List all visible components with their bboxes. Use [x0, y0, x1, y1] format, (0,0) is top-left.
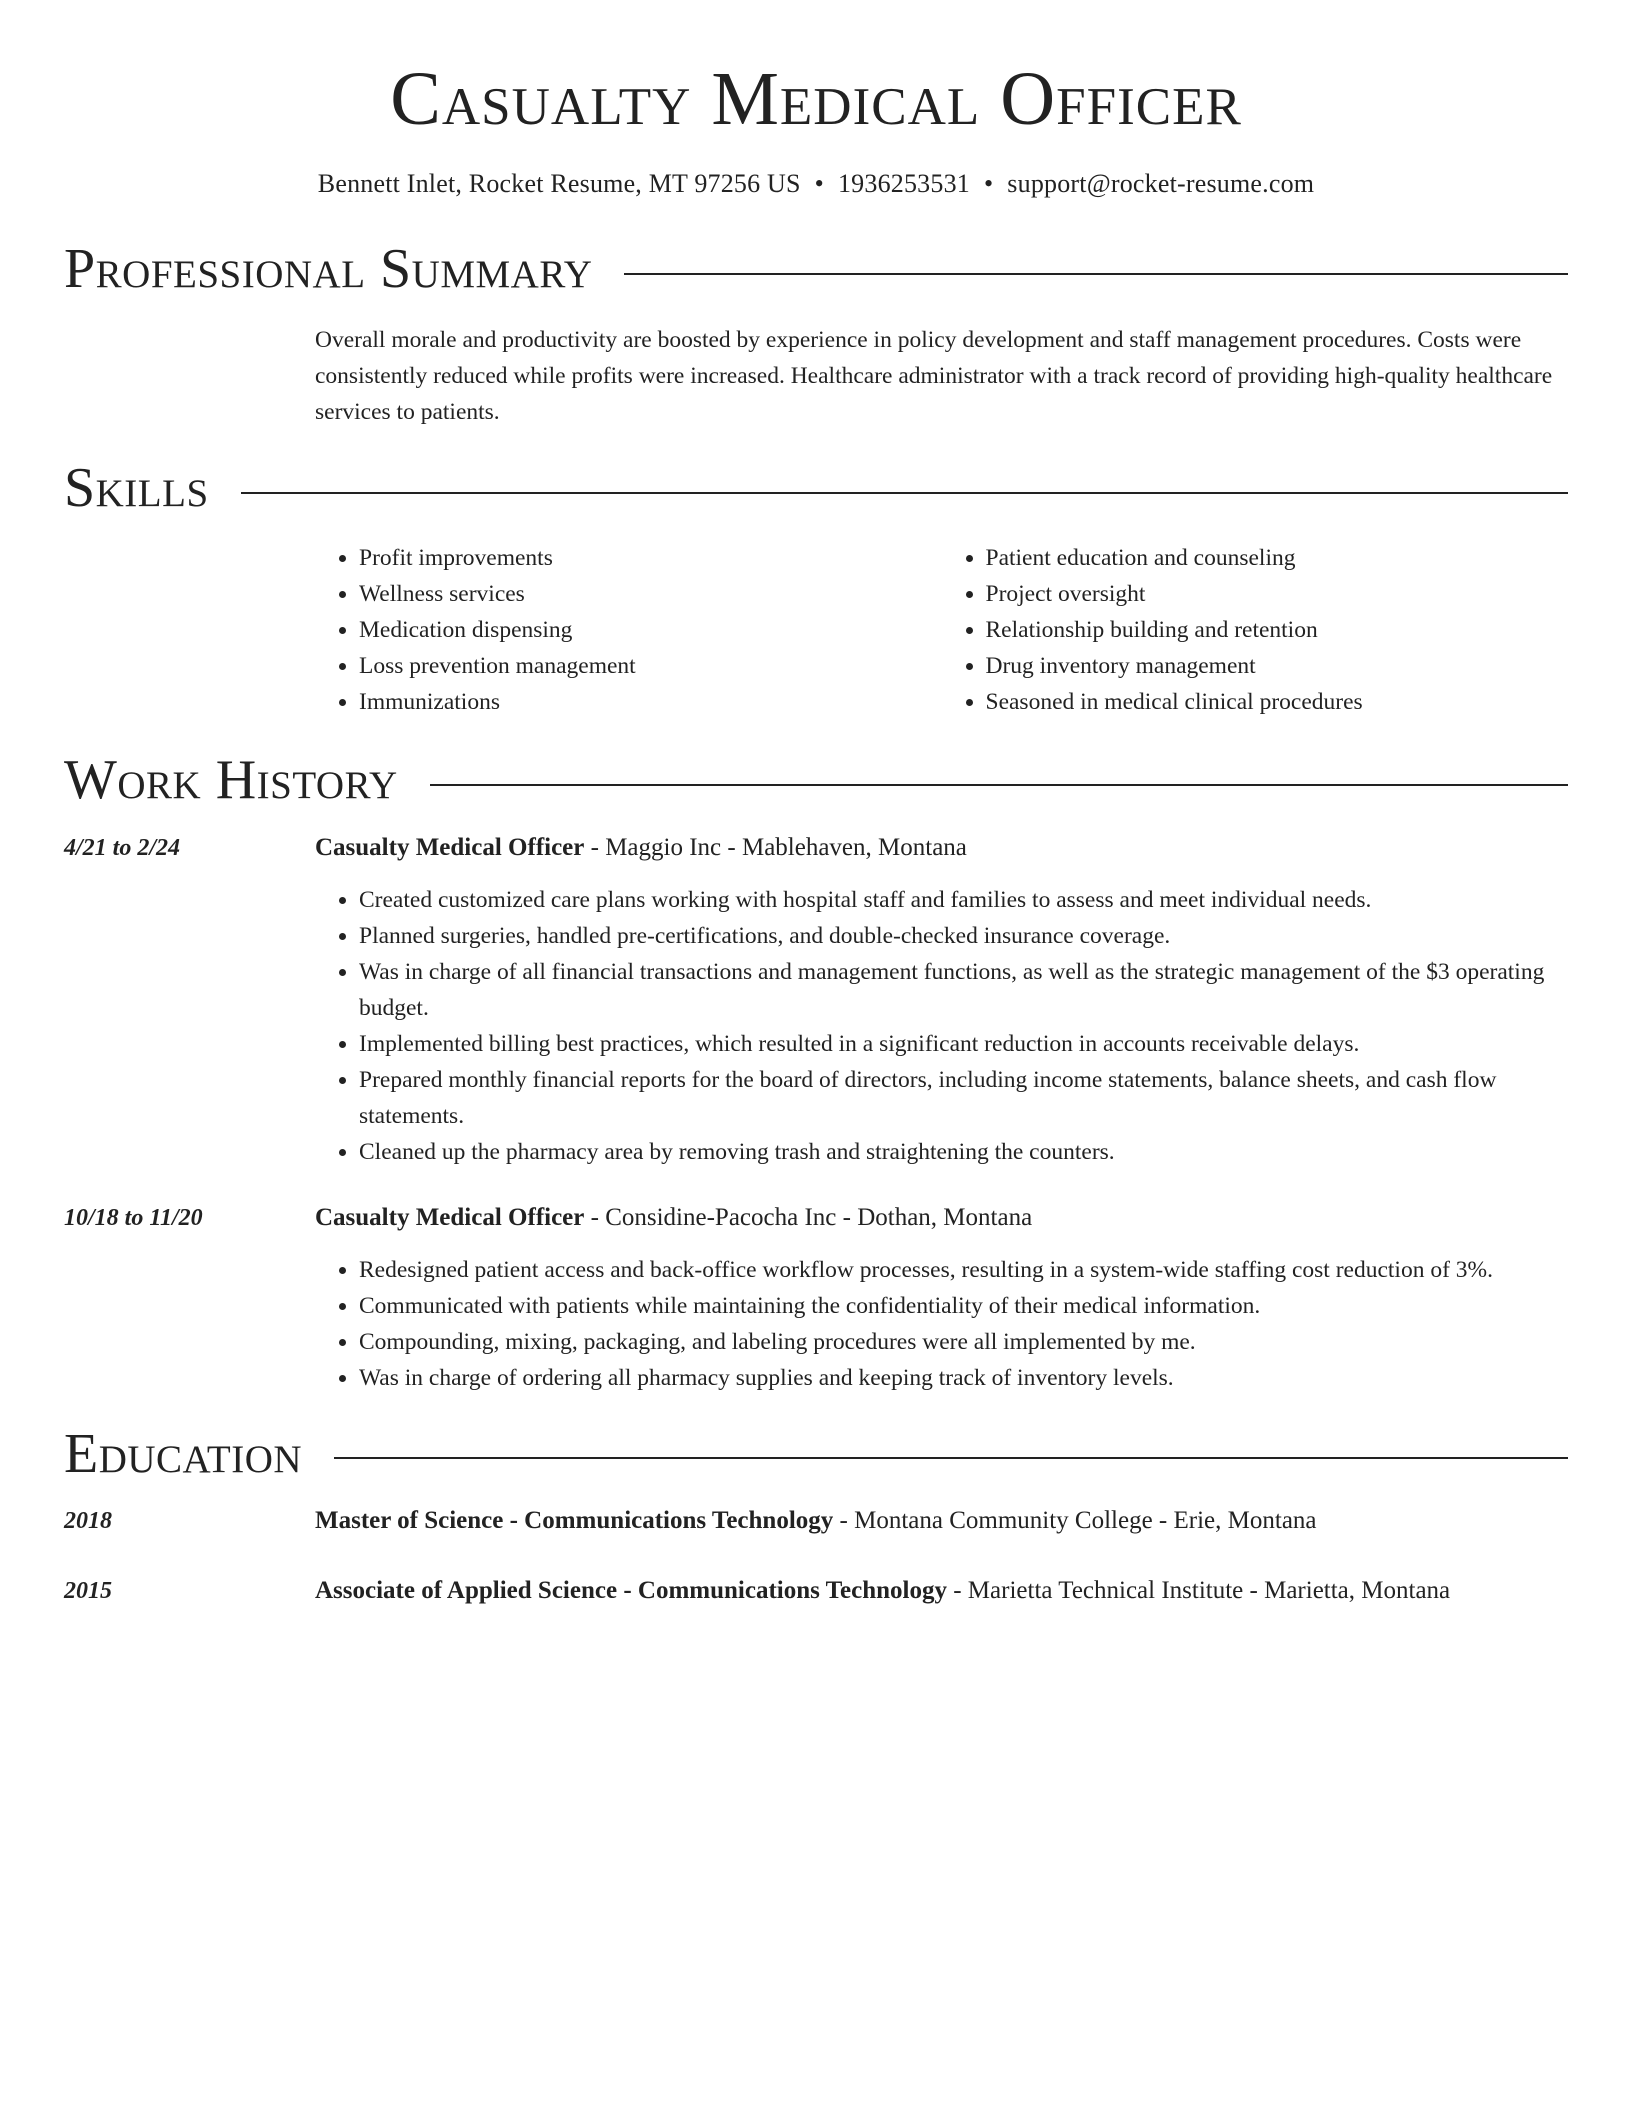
skill-item: • Wellness services: [359, 576, 942, 612]
job-entry: [64, 830, 1568, 1170]
section-divider: [624, 273, 1568, 275]
skills-list: [315, 540, 1568, 720]
job-employer: - Maggio Inc - Mablehaven, Montana: [584, 833, 967, 861]
job-bullet: • Was in charge of ordering all pharmacy supplies and keeping track of inventory levels.: [359, 1360, 1568, 1396]
education-year: 2015: [64, 1578, 112, 1605]
job-header: [315, 1200, 1568, 1236]
contact-email: support@rocket-resume.com: [1007, 168, 1315, 198]
job-bullet: • Cleaned up the pharmacy area by removing trash and straightening the counters.: [359, 1134, 1568, 1170]
job-dates: 10/18 to 11/20: [64, 1204, 203, 1231]
skill-item: • Drug inventory management: [986, 648, 1569, 684]
job-bullets: [315, 1252, 1568, 1396]
job-dates: 4/21 to 2/24: [64, 834, 181, 861]
section-divider: [334, 1457, 1568, 1459]
education-entry: [64, 1573, 1568, 1609]
skills-column-1: [315, 540, 942, 720]
job-bullets: [315, 882, 1568, 1170]
skills-section-header: [64, 458, 1568, 520]
education-school: - Montana Community College - Erie, Montana: [833, 1507, 1317, 1535]
section-divider: [241, 492, 1568, 494]
job-bullet: • Planned surgeries, handled pre-certifications, and double-checked insurance coverage.: [359, 918, 1568, 954]
resume-title: Casualty Medical Officer: [390, 57, 1242, 141]
contact-line: [64, 168, 1568, 199]
job-bullet: • Was in charge of all financial transactions and management functions, as well as the strategic management of the $3 operating budget.: [359, 954, 1568, 1026]
job-bullet: • Redesigned patient access and back-office workflow processes, resulting in a system-wide staffing cost reduction of 3%.: [359, 1252, 1568, 1288]
contact-phone: 1936253531: [837, 168, 970, 198]
skill-item: • Seasoned in medical clinical procedures: [986, 684, 1569, 720]
education-degree: Master of Science - Communications Technology: [315, 1507, 834, 1535]
job-bullet: • Communicated with patients while maintaining the confidentiality of their medical information.: [359, 1288, 1568, 1324]
education-school: - Marietta Technical Institute - Marietta, Montana: [946, 1577, 1451, 1605]
skill-item: • Patient education and counseling: [986, 540, 1569, 576]
job-header: [315, 830, 1568, 866]
skill-item: • Loss prevention management: [359, 648, 942, 684]
education-header: [315, 1503, 1317, 1539]
skills-heading: Skills: [64, 457, 209, 520]
education-section-header: [64, 1424, 1568, 1486]
contact-separator: •: [814, 168, 824, 198]
job-bullet: • Prepared monthly financial reports for the board of directors, including income statements, balance sheets, and cash flow statements.: [359, 1062, 1568, 1134]
skills-column-2: [942, 540, 1569, 720]
work-section-header: [64, 750, 1568, 812]
job-bullet: • Implemented billing best practices, which resulted in a significant reduction in accounts receivable delays.: [359, 1026, 1568, 1062]
summary-heading: Professional Summary: [64, 237, 593, 300]
summary-text: Overall morale and productivity are boosted by experience in policy development and staff management procedures. Costs were consistently reduced while profits were increased. Healthcare administrator with a track record of providing high-quality healthcare services to patients.: [315, 327, 1553, 426]
job-title: Casualty Medical Officer: [315, 1203, 585, 1231]
job-employer: - Considine-Pacocha Inc - Dothan, Montana: [584, 1203, 1033, 1231]
skill-item: • Medication dispensing: [359, 612, 942, 648]
education-entry: [64, 1503, 1568, 1539]
section-divider: [430, 784, 1568, 786]
job-bullet: • Created customized care plans working with hospital staff and families to assess and meet individual needs.: [359, 882, 1568, 918]
summary-section-header: [64, 239, 1568, 301]
job-entry: [64, 1200, 1568, 1396]
skill-item: • Immunizations: [359, 684, 942, 720]
job-title: Casualty Medical Officer: [315, 833, 585, 861]
job-bullet: • Compounding, mixing, packaging, and labeling procedures were all implemented by me.: [359, 1324, 1568, 1360]
skill-item: • Project oversight: [986, 576, 1569, 612]
skill-item: • Relationship building and retention: [986, 612, 1569, 648]
contact-address: Bennett Inlet, Rocket Resume, MT 97256 US: [317, 168, 801, 198]
education-header: [315, 1573, 1450, 1609]
contact-separator: •: [983, 168, 994, 198]
education-degree: Associate of Applied Science - Communications Technology: [315, 1577, 947, 1605]
work-heading: Work History: [64, 748, 398, 811]
skill-item: • Profit improvements: [359, 540, 942, 576]
education-year: 2018: [64, 1508, 112, 1535]
education-heading: Education: [64, 1422, 303, 1485]
